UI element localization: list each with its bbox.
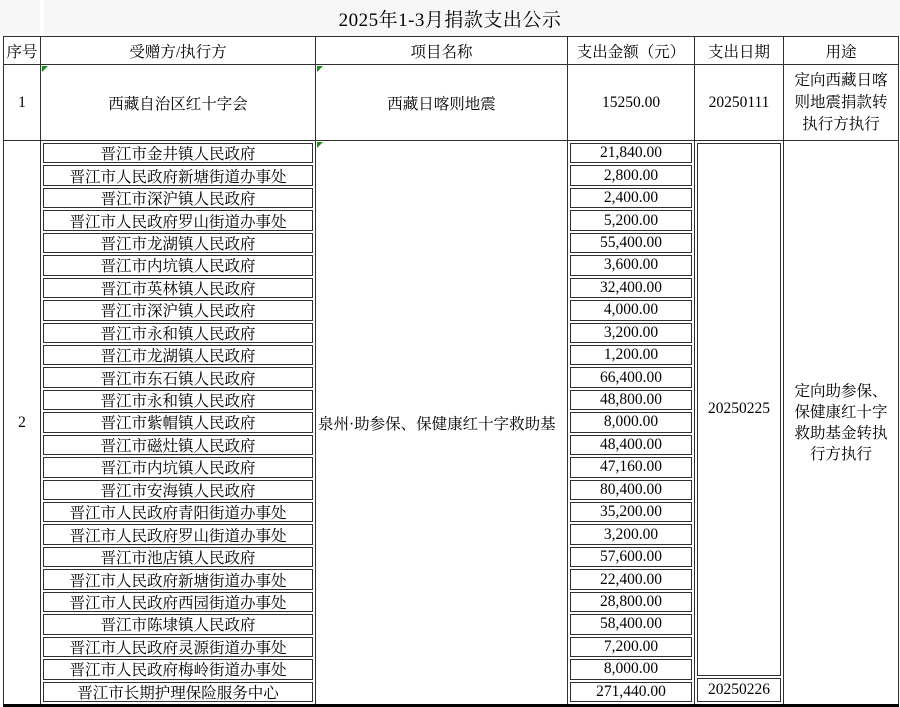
recipient-cell: 晋江市东石镇人民政府 [43,367,313,387]
recipient-cell: 晋江市磁灶镇人民政府 [43,435,313,455]
donation-table [3,36,899,707]
group2-project-text: 泉州·助参保、保健康红十字救助基 [318,415,556,433]
recipient-cell: 晋江市池店镇人民政府 [43,547,313,567]
amount-cell: 22,400.00 [570,569,692,589]
header-purpose: 用途 [784,37,899,65]
recipient-cell: 晋江市安海镇人民政府 [43,480,313,500]
recipient-cell: 晋江市永和镇人民政府 [43,323,313,343]
recipient-cell: 晋江市内坑镇人民政府 [43,255,313,275]
amount-cell: 1,200.00 [570,345,692,365]
amount-cell: 7,200.00 [570,637,692,657]
amount-cell: 8,000.00 [570,659,692,679]
amount-cell: 3,200.00 [570,323,692,343]
amount-cell: 271,440.00 [570,682,692,702]
amount-cell: 21,840.00 [570,143,692,163]
header-project: 项目名称 [316,37,568,65]
row1-amount-cell: 15250.00 [568,65,695,141]
group2-purpose-cell: 定向助参保、保健康红十字救助基金转执行方执行 [784,141,899,704]
date-cell: 20250226 [697,678,781,702]
excel-corner-indicator-icon [317,66,323,72]
recipient-cell: 晋江市人民政府罗山街道办事处 [43,210,313,230]
amount-cell: 66,400.00 [570,367,692,387]
recipient-cell: 晋江市深沪镇人民政府 [43,300,313,320]
amount-cell: 80,400.00 [570,480,692,500]
group2-seq-cell: 2 [4,141,41,704]
excel-corner-indicator-icon [317,142,323,148]
amount-cell: 48,400.00 [570,435,692,455]
amount-list [568,141,695,704]
recipient-cell: 晋江市人民政府西园街道办事处 [43,592,313,612]
recipient-cell: 晋江市金井镇人民政府 [43,143,313,163]
header-seq: 序号 [4,37,41,65]
recipient-cell: 晋江市深沪镇人民政府 [43,188,313,208]
amount-cell: 58,400.00 [570,614,692,634]
recipient-cell: 晋江市永和镇人民政府 [43,390,313,410]
amount-cell: 8,000.00 [570,412,692,432]
header-recipient: 受赠方/执行方 [41,37,316,65]
recipient-cell: 晋江市人民政府新塘街道办事处 [43,165,313,185]
recipient-cell: 晋江市陈埭镇人民政府 [43,614,313,634]
amount-cell: 48,800.00 [570,390,692,410]
amount-cell: 4,000.00 [570,300,692,320]
recipient-cell: 晋江市龙湖镇人民政府 [43,345,313,365]
excel-corner-indicator-icon [42,66,48,72]
group2-project-cell [316,141,568,704]
amount-cell: 5,200.00 [570,210,692,230]
group2-date-column [695,141,784,704]
recipient-cell: 晋江市龙湖镇人民政府 [43,233,313,253]
amount-cell: 28,800.00 [570,592,692,612]
amount-cell: 2,400.00 [570,188,692,208]
row1-project-text: 西藏日喀则地震 [387,95,496,113]
amount-cell: 55,400.00 [570,233,692,253]
recipient-cell: 晋江市英林镇人民政府 [43,278,313,298]
amount-cell: 2,800.00 [570,165,692,185]
amount-cell: 3,600.00 [570,255,692,275]
row1-date-cell: 20250111 [695,65,784,141]
row1-recipient-cell [41,65,316,141]
amount-cell: 47,160.00 [570,457,692,477]
header-date: 支出日期 [695,37,784,65]
recipient-cell: 晋江市人民政府梅岭街道办事处 [43,659,313,679]
recipient-cell: 晋江市人民政府灵源街道办事处 [43,637,313,657]
recipient-cell: 晋江市人民政府新塘街道办事处 [43,569,313,589]
amount-cell: 32,400.00 [570,278,692,298]
recipient-cell: 晋江市内坑镇人民政府 [43,457,313,477]
header-amount: 支出金额（元） [568,37,695,65]
row1-recipient-text: 西藏自治区红十字会 [108,95,248,113]
amount-cell: 3,200.00 [570,524,692,544]
row1-project-cell [316,65,568,141]
amount-cell: 57,600.00 [570,547,692,567]
row1-purpose-cell: 定向西藏日喀则地震捐款转执行方执行 [784,65,899,141]
page-title: 2025年1-3月捐款支出公示 [338,9,562,31]
recipient-cell: 晋江市人民政府罗山街道办事处 [43,524,313,544]
title-strip [0,0,900,36]
row1-seq-cell: 1 [4,65,41,141]
date-cell: 20250225 [697,143,781,676]
recipient-cell: 晋江市长期护理保险服务中心 [43,682,313,702]
recipient-cell: 晋江市人民政府青阳街道办事处 [43,502,313,522]
gridline-fragment [40,0,44,36]
amount-cell: 35,200.00 [570,502,692,522]
recipient-cell: 晋江市紫帽镇人民政府 [43,412,313,432]
recipient-list [41,141,316,704]
